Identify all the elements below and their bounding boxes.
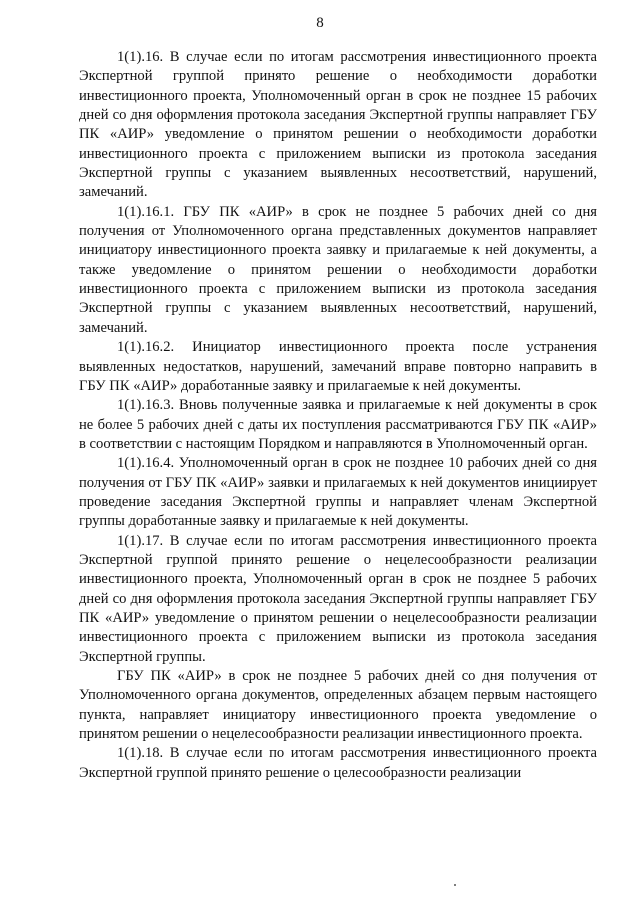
paragraph-1-1-18: 1(1).18. В случае если по итогам рассмотрения инвестиционного проекта Экспертной группой принято решение о целесообразности реализации (79, 745, 597, 781)
scan-speck (454, 884, 456, 886)
paragraph-1-1-16: 1(1).16. В случае если по итогам рассмотрения инвестиционного проекта Экспертной группой принято решение о необходимости доработки инвестиционного проекта, Уполномоченный орган в срок не позднее 15 рабочих дней со дня оформления протокола заседания Экспертной группы направляет ГБУ ПК «АИР» уведомление о принятом решении о необходимости доработки инвестиционного проекта с приложением выписки из протокола заседания Экспертной группы с указанием выявленных несоответствий, нарушений, замечаний. (79, 49, 597, 201)
paragraph-1-1-17: 1(1).17. В случае если по итогам рассмотрения инвестиционного проекта Экспертной группой принято решение о нецелесообразности реализации инвестиционного проекта, Уполномоченный орган в срок не позднее 5 рабочих дней со дня оформления протокола заседания Экспертной группы направляет ГБУ ПК «АИР» уведомление о принятом решении о нецелесообразности реализации инвестиционного проекта с приложением выписки из протокола заседания Экспертной группы. (79, 532, 597, 665)
paragraph-1-1-16-2: 1(1).16.2. Инициатор инвестиционного проекта после устранения выявленных недостатков, нарушений, замечаний вправе повторно направить в ГБУ ПК «АИР» доработанные заявку и прилагаемые к ней документы. (79, 339, 597, 394)
document-body (79, 48, 597, 783)
paragraph-1-1-17-second: ГБУ ПК «АИР» в срок не позднее 5 рабочих дней со дня получения от Уполномоченного органа документов, определенных абзацем первым настоящего пункта, направляет инициатору инвестиционного проекта уведомление о принятом решении о нецелесообразности реализации инвестиционного проекта. (79, 668, 597, 743)
paragraph-1-1-16-3: 1(1).16.3. Вновь полученные заявка и прилагаемые к ней документы в срок не более 5 рабочих дней с даты их поступления рассматриваются ГБУ ПК «АИР» в соответствии с настоящим Порядком и направляются в Уполномоченный орган. (79, 397, 597, 452)
paragraph-1-1-16-1: 1(1).16.1. ГБУ ПК «АИР» в срок не позднее 5 рабочих дней со дня получения от Уполномоченного органа представленных документов направляет инициатору инвестиционного проекта заявку и прилагаемые к ней документы, а также уведомление о принятом решении о необходимости доработки инвестиционного проекта с приложением выписки из протокола заседания Экспертной группы с указанием выявленных несоответствий, нарушений, замечаний. (79, 203, 597, 336)
paragraph-1-1-16-4: 1(1).16.4. Уполномоченный орган в срок не позднее 10 рабочих дней со дня получения от ГБУ ПК «АИР» заявки и прилагаемых к ней документов инициирует проведение заседания Экспертной группы и направляет членам Экспертной группы доработанные заявку и прилагаемые к ней документы. (79, 455, 597, 530)
page-number: 8 (316, 15, 324, 31)
